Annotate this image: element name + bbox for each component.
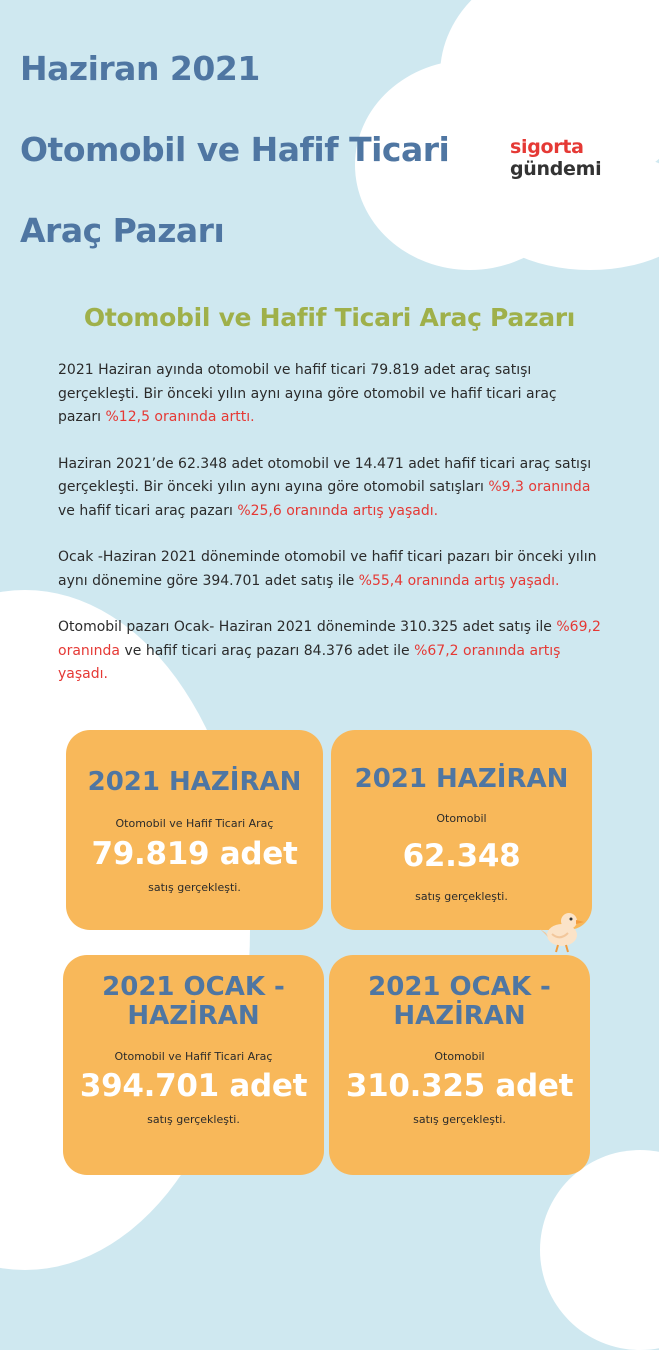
paragraph-1: [58, 359, 603, 430]
card-period: 2021 HAZİRAN: [87, 767, 302, 797]
card-period-line-2: HAZİRAN: [393, 1001, 526, 1031]
card-subtitle: Otomobil ve Hafif Ticari Araç: [115, 817, 274, 830]
title-line-3: Araç Pazarı: [20, 211, 225, 250]
stat-card-june-total: [66, 730, 323, 930]
card-subtitle: Otomobil: [434, 1050, 485, 1063]
highlight-text: %69,2 oranında: [58, 619, 601, 659]
page-title: [20, 28, 449, 271]
bird-icon: [538, 907, 586, 953]
card-period-line-1: 2021 OCAK -: [368, 972, 551, 1002]
article-body: [58, 359, 603, 710]
paragraph-text: Ocak -Haziran 2021 döneminde otomobil ve hafif ticari pazarı bir önceki yılın aynı dönemine göre 394.701 adet satış ile: [58, 549, 597, 589]
paragraph-2: [58, 453, 603, 524]
logo-line-2: gündemi: [510, 158, 602, 180]
card-subtitle: Otomobil: [436, 812, 487, 825]
stat-card-jan-june-cars: [329, 955, 590, 1175]
stat-card-june-cars: [331, 730, 592, 930]
logo-line-1: sigorta: [510, 136, 584, 158]
card-value: 394.701 adet: [79, 1068, 308, 1104]
paragraph-text: Haziran 2021’de 62.348 adet otomobil ve 14.471 adet hafif ticari araç satışı gerçekleşti. Bir önceki yılın aynı ayına göre otomobil satışları: [58, 455, 592, 495]
title-line-1: Haziran 2021: [20, 49, 260, 88]
paragraph-text: ve hafif ticari araç pazarı 84.376 adet ile: [120, 642, 415, 659]
card-footer: satış gerçekleşti.: [147, 1113, 240, 1126]
card-footer: satış gerçekleşti.: [148, 881, 241, 894]
card-footer: satış gerçekleşti.: [415, 890, 508, 903]
card-value: 62.348: [402, 838, 521, 874]
paragraph-3: [58, 546, 603, 593]
paragraph-text: 2021 Haziran ayında otomobil ve hafif ticari 79.819 adet araç satışı gerçekleşti. Bir önceki yılın aynı ayına göre otomobil ve hafif ticari araç pazarı: [58, 362, 557, 425]
paragraph-4: [58, 616, 603, 687]
card-subtitle: Otomobil ve Hafif Ticari Araç: [114, 1050, 273, 1063]
section-title: Otomobil ve Hafif Ticari Araç Pazarı: [83, 303, 576, 332]
card-period-line-1: 2021 OCAK -: [102, 972, 285, 1002]
card-value: 79.819 adet: [91, 836, 298, 872]
highlight-text: %55,4 oranında artış yaşadı.: [358, 572, 560, 589]
highlight-text: %67,2 oranında artış yaşadı.: [58, 642, 561, 682]
highlight-text: %12,5 oranında arttı.: [105, 409, 255, 425]
paragraph-text: Otomobil pazarı Ocak- Haziran 2021 döneminde 310.325 adet satış ile: [58, 619, 557, 635]
card-period-line-2: HAZİRAN: [127, 1001, 260, 1031]
title-line-2: Otomobil ve Hafif Ticari: [20, 130, 450, 169]
card-value: 310.325 adet: [345, 1068, 574, 1104]
brand-logo: [510, 136, 600, 180]
card-period: 2021 HAZİRAN: [354, 764, 569, 794]
card-footer: satış gerçekleşti.: [413, 1113, 506, 1126]
stat-card-jan-june-total: [63, 955, 324, 1175]
highlight-text: %25,6 oranında artış yaşadı.: [237, 502, 439, 519]
highlight-text: %9,3 oranında: [488, 479, 591, 495]
paragraph-text: ve hafif ticari araç pazarı: [58, 502, 238, 519]
